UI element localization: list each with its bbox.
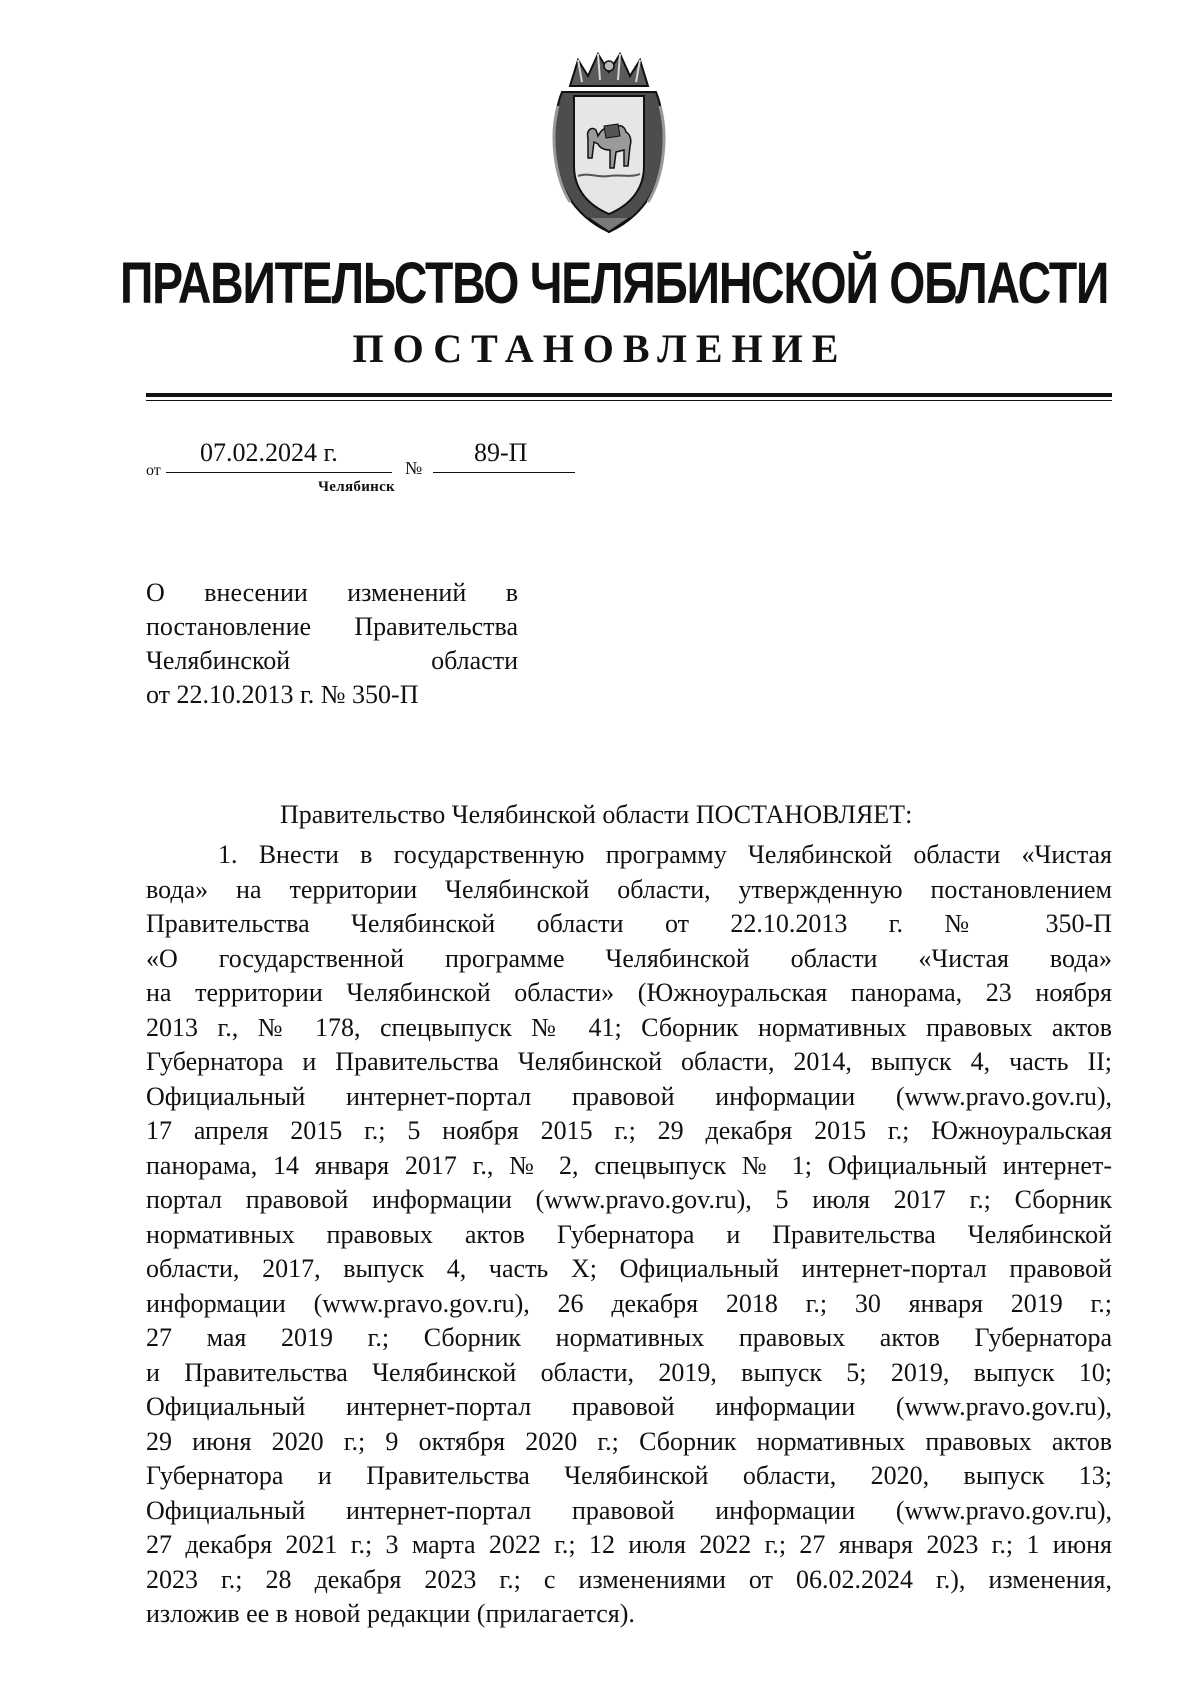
- subject-line: постановление Правительства: [146, 612, 518, 641]
- body-line: нормативных правовых актов Губернатора и Правительства Челябинской: [146, 1219, 1112, 1249]
- subject-line: от 22.10.2013 г. № 350-П: [146, 680, 419, 709]
- city-name: Челябинск: [318, 479, 395, 495]
- date-underline: [166, 472, 392, 473]
- body-line: области, 2017, выпуск 4, часть X; Официальный интернет-портал правовой: [146, 1254, 1112, 1283]
- body-line: Губернатора и Правительства Челябинской области, 2020, выпуск 13;: [146, 1461, 1112, 1490]
- body-line: панорама, 14 января 2017 г., № 2, спецвыпуск № 1; Официальный интернет-: [146, 1150, 1112, 1180]
- body-line: 2023 г.; 28 декабря 2023 г.; с изменениями от 06.02.2024 г.), изменения,: [146, 1564, 1112, 1594]
- body-line: Правительства Челябинской области от 22.10.2013 г. № 350-П: [146, 909, 1112, 938]
- header-divider-thick: [146, 393, 1112, 397]
- document-type-title: ПОСТАНОВЛЕНИЕ: [352, 326, 848, 371]
- body-line: портал правовой информации (www.pravo.gov.ru), 5 июля 2017 г.; Сборник: [146, 1185, 1112, 1214]
- body-line: Губернатора и Правительства Челябинской области, 2014, выпуск 4, часть II;: [146, 1047, 1112, 1076]
- date-label: от: [146, 462, 161, 479]
- body-line: 2013 г., № 178, спецвыпуск № 41; Сборник нормативных правовых актов: [146, 1012, 1112, 1042]
- body-line: и Правительства Челябинской области, 2019, выпуск 5; 2019, выпуск 10;: [146, 1357, 1112, 1387]
- body-line: Официальный интернет-портал правовой информации (www.pravo.gov.ru),: [146, 1392, 1112, 1421]
- body-line: Официальный интернет-портал правовой информации (www.pravo.gov.ru),: [146, 1495, 1112, 1525]
- header-divider-thin: [146, 400, 1112, 401]
- body-line: 27 мая 2019 г.; Сборник нормативных правовых актов Губернатора: [146, 1323, 1112, 1352]
- body-line: «О государственной программе Челябинской области «Чистая вода»: [146, 943, 1112, 973]
- body-line: Официальный интернет-портал правовой информации (www.pravo.gov.ru),: [146, 1081, 1112, 1111]
- subject-line: Челябинской области: [146, 646, 518, 675]
- body-line: 29 июня 2020 г.; 9 октября 2020 г.; Сборник нормативных правовых актов: [146, 1426, 1112, 1456]
- document-subject: [146, 576, 518, 712]
- organization-title: ПРАВИТЕЛЬСТВО ЧЕЛЯБИНСКОЙ ОБЛАСТИ: [120, 251, 1109, 316]
- decree-statement: Правительство Челябинской области ПОСТАНОВЛЯЕТ:: [280, 800, 913, 829]
- body-line: 1. Внести в государственную программу Челябинской области «Чистая: [218, 840, 1112, 869]
- document-number: 89-П: [474, 438, 528, 467]
- document-date: 07.02.2024 г.: [200, 438, 338, 467]
- body-line: 17 апреля 2015 г.; 5 ноября 2015 г.; 29 декабря 2015 г.; Южноуральская: [146, 1116, 1112, 1145]
- body-line: на территории Челябинской области» (Южноуральская панорама, 23 ноября: [146, 978, 1112, 1007]
- subject-line: О внесении изменений в: [146, 578, 518, 607]
- number-label: №: [405, 458, 423, 478]
- body-line: вода» на территории Челябинской области, утвержденную постановлением: [146, 874, 1112, 904]
- body-line: изложив ее в новой редакции (прилагается).: [146, 1599, 635, 1628]
- number-underline: [433, 472, 575, 473]
- body-line: информации (www.pravo.gov.ru), 26 декабря 2018 г.; 30 января 2019 г.;: [146, 1288, 1112, 1318]
- body-line: 27 декабря 2021 г.; 3 марта 2022 г.; 12 июля 2022 г.; 27 января 2023 г.; 1 июня: [146, 1530, 1112, 1559]
- document-body: [146, 838, 1112, 1632]
- coat-of-arms-icon: [548, 46, 670, 236]
